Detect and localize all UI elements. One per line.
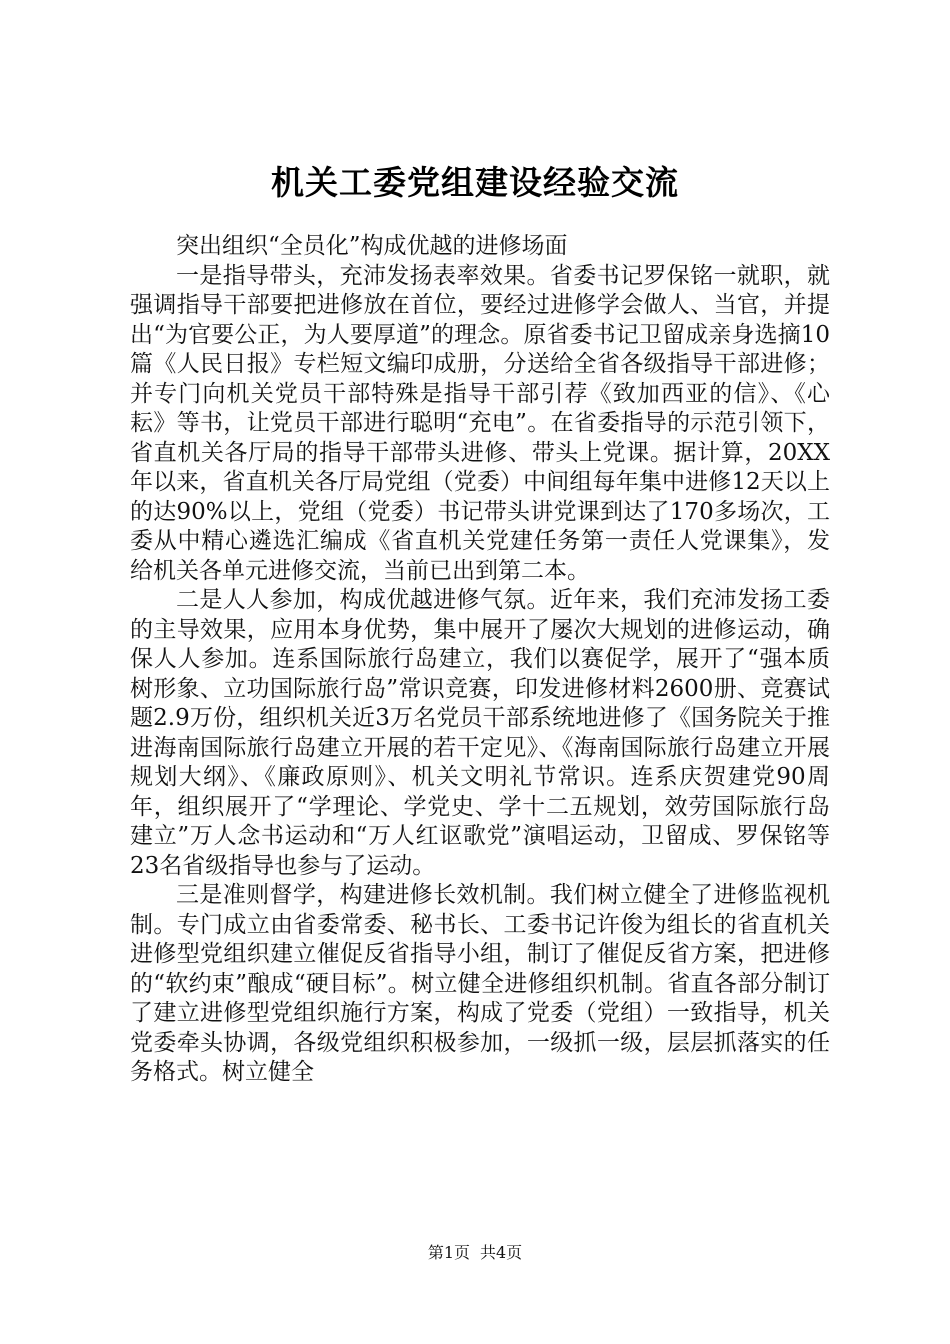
paragraph-3: 三是准则督学，构建进修长效机制。我们树立健全了进修监视机制。专门成立由省委常委、秘书长、工委书记许俊为组长的省直机关进修型党组织建立催促反省指导小组，制订了催促反省方案，把进修的“软约束”酿成“硬目标”。树立健全进修组织机制。省直各部分制订了建立进修型党组织施行方案，构成了党委（党组）一致指导，机关党委牵头协调，各级党组织积极参加，一级抓一级，层层抓落实的任务格式。树立健全 xyxy=(130,882,830,1085)
page-number: 第1页 xyxy=(427,1243,470,1262)
page-total: 共4页 xyxy=(480,1243,523,1262)
page-footer xyxy=(0,1242,950,1264)
paragraph-1: 一是指导带头，充沛发扬表率效果。省委书记罗保铭一就职，就强调指导干部要把进修放在首位，要经过进修学会做人、当官，并提出“为官要公正，为人要厚道”的理念。原省委书记卫留成亲身选摘10篇《人民日报》专栏短文编印成册，分送给全省各级指导干部进修；并专门向机关党员干部特殊是指导干部引荐《致加西亚的信》、《心耘》等书，让党员干部进行聪明“充电”。在省委指导的示范引领下，省直机关各厅局的指导干部带头进修、带头上党课。据计算，20XX年以来，省直机关各厅局党组（党委）中间组每年集中进修12天以上的达90%以上，党组（党委）书记带头讲党课到达了170多场次，工委从中精心遴选汇编成《省直机关党建任务第一责任人党课集》，发给机关各单元进修交流，当前已出到第二本。 xyxy=(130,262,830,584)
section-subheading: 突出组织“全员化”构成优越的进修场面 xyxy=(176,233,568,259)
document-title: 机关工委党组建设经验交流 xyxy=(271,163,679,202)
document-body xyxy=(130,232,830,1088)
paragraph-2: 二是人人参加，构成优越进修气氛。近年来，我们充沛发扬工委的主导效果，应用本身优势，集中展开了屡次大规划的进修运动，确保人人参加。连系国际旅行岛建立，我们以赛促学，展开了“强本质树形象、立功国际旅行岛”常识竞赛，印发进修材料2600册、竞赛试题2.9万份，组织机关近3万名党员干部系统地进修了《国务院关于推进海南国际旅行岛建立开展的若干定见》、《海南国际旅行岛建立开展规划大纲》、《廉政原则》、机关文明礼节常识。连系庆贺建党90周年，组织展开了“学理论、学党史、学十二五规划，效劳国际旅行岛建立”万人念书运动和“万人红讴歌党”演唱运动，卫留成、罗保铭等23名省级指导也参与了运动。 xyxy=(130,587,830,879)
